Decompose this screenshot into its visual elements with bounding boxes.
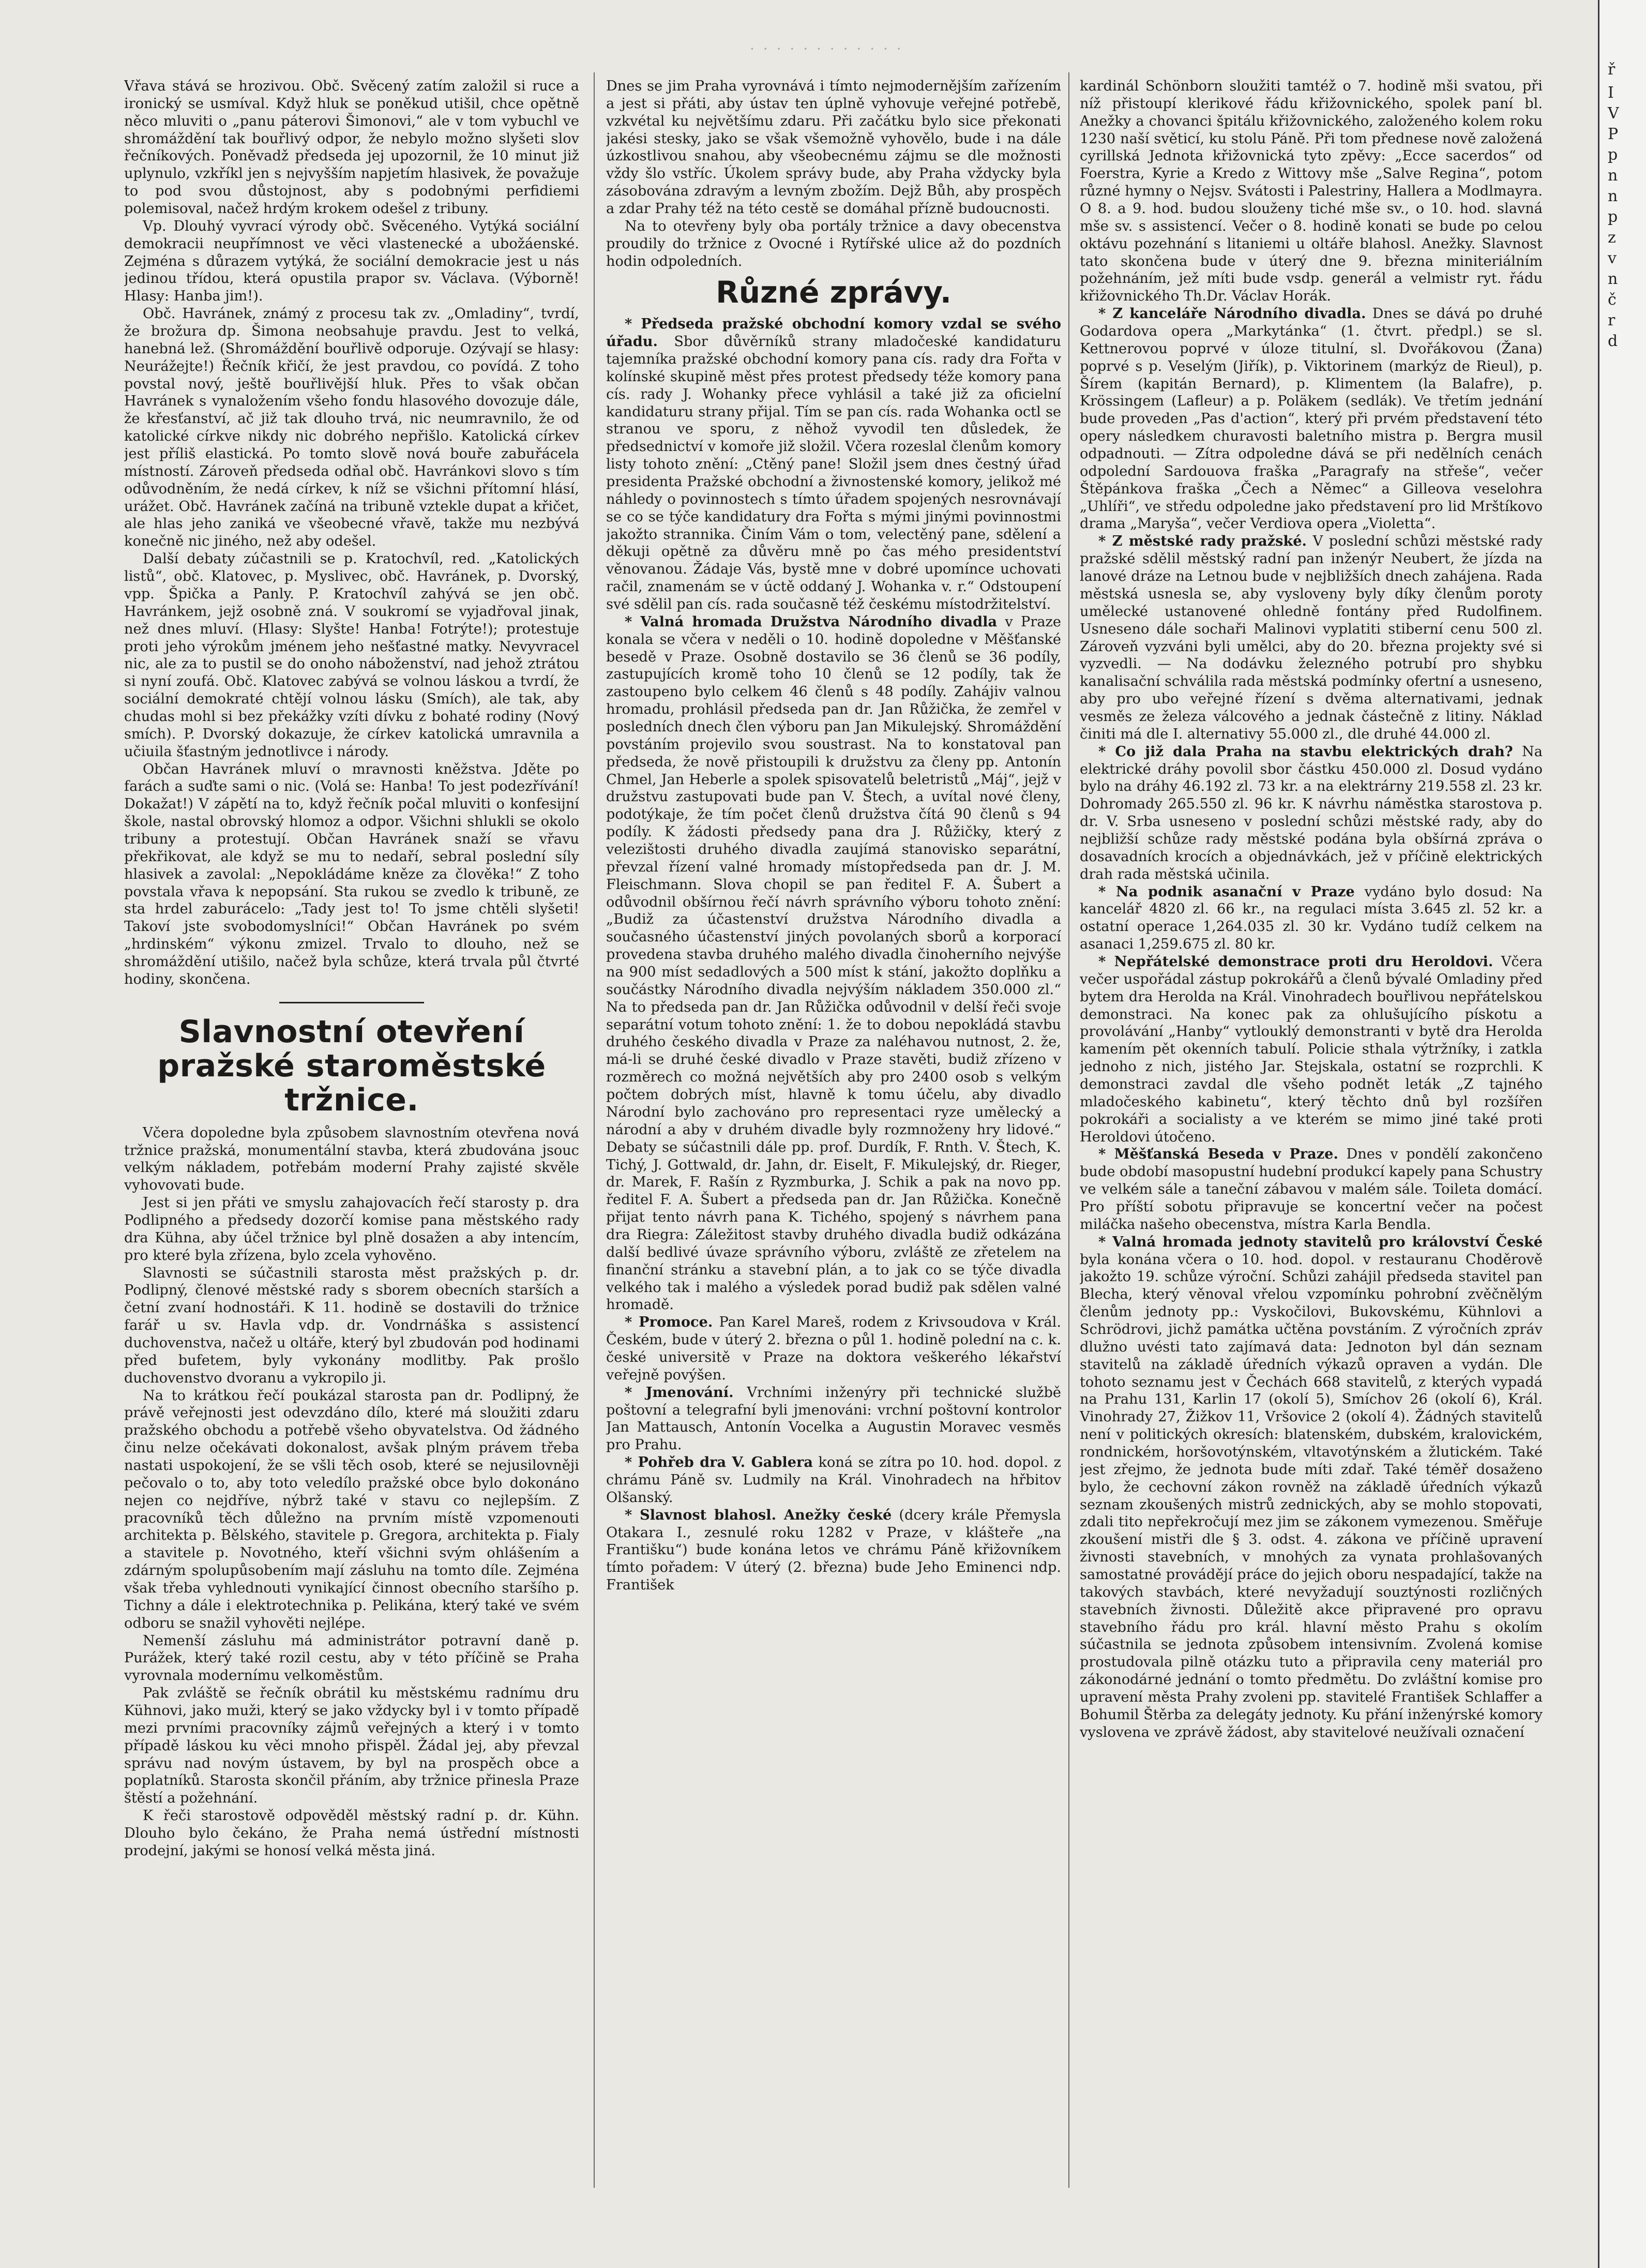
news-item-title: * Nepřátelské demonstrace proti dru Heroldovi. xyxy=(1098,953,1493,970)
article-headline: Slavnostní otevření pražské staroměstské tržnice. xyxy=(157,1013,546,1118)
news-item-title: * Slavnost blahosl. Anežky české xyxy=(625,1506,892,1523)
news-item xyxy=(606,316,1061,613)
news-item-text: Na elektrické dráhy povolil sbor částku 450.000 zl. Dosud vydáno bylo na dráhy 46.192 zl. 73 kr. a na elektrárny 219.558 zl. 23 kr. Dohromady 265.550 zl. 96 kr. K návrhu náměstka starostova p. dr. V. Srba usneseno v poslední schůzi městské rady, aby do nejbližší schůze rady městské podána byla obšírná zpráva o dosavadních krocích a objednávkách, jež v příčině elektrických drah rada městská učinila. xyxy=(1080,743,1543,882)
news-item-text: Sbor důvěrníků strany mladočeské kandidaturu tajemníka pražské obchodní komory pana cís. rady dra Fořta v kolínské skupině měst přes protest předsedy téže komory pana cís. rady J. Wohanky přece vyhlásil a také již za oficielní kandidaturu strany přijal. Tím se pan cís. rada Wohanka octl se stranou ve sporu, z něhož vyvodil ten důsledek, že předsednictví v komoře již složil. Včera rozeslal členům komory listy tohoto znění: „Ctěný pane! Složil jsem dnes čestný úřad presidenta Pražské obchodní a živnostenské komory, jelikož mé náhledy o povinnostech s tímto úřadem spojených nesrovnávají se co se týče kandidatury dra Fořta s mými jinými povinnostmi jakožto strannika. Činím Vám o tom, velectěný pane, sdělení a děkuji opětně za důvěru mně po čas mého presidentství věnovanou. Žádaje Vás, bystě mne v dobré upomínce uchovati račil, znamenám se v úctě oddaný J. Wohanka v. r.“ Odstoupení své sdělil pan cís. rada současně též českému místodržitelství. xyxy=(606,334,1061,612)
paragraph: Nemenší zásluhu má administrátor potravní daně p. Purážek, který také rozil cestu, aby v této příčině se Praha vyrovnala modernímu velkoměstům. xyxy=(124,1632,579,1684)
news-item-text: Dnes se dává po druhé Godardova opera „Markytánka“ (1. čtvrt. předpl.) se sl. Kettnerovou poprvé v úloze titulní, sl. Dvořákovou (Žana) poprvé s p. Veselým (Jiřík), p. Viktorinem (markýz de Rieul), p. Šírem (kapitán Bernard), p. Klimentem (la Balafre), p. Krössingem (Lafleur) a p. Poläkem (sedlák). Ve třetím jednání bude proveden „Pas d'action“, který při prvém představení této opery následkem churavosti baletního mistra p. Bergra musil odpadnouti. — Zítra odpoledne dává se při nedělních cenách odpolední Sardouova fraška „Paragrafy na střeše“, večer Štěpánkova fraška „Čech a Němec“ a Gilleova veselohra „Uhlíři“, ve středu odpoledne jako představení pro lid Mrštíkovo drama „Maryša“, večer Verdiova opera „Violetta“. xyxy=(1080,306,1543,532)
paragraph: K řeči starostově odpověděl městský radní p. dr. Kühn. Dlouho bylo čekáno, že Praha nemá ústřední místnosti prodejní, jakými se honosí velká města jiná. xyxy=(124,1808,579,1859)
edge-character: r xyxy=(1608,311,1615,329)
news-item-title: * Promoce. xyxy=(625,1314,713,1331)
paragraph: Obč. Havránek, známý z procesu tak zv. „Omladiny“, tvrdí, že brožura dp. Šimona neobsahuje pravdu. Jest to velká, hanebná lež. (Shromáždění bouřlivě odporuje. Ozývají se hlasy: Neurážejte!) Řečník křičí, že jest pravdou, co povídá. Z toho povstal nový, ještě bouřlivější hluk. Přes to však občan Havránek s vynaložením všeho fondu hlasového dovozuje dále, že křesťanství, ač již tak dlouho trvá, nic neumravnilo, že od katolické církve nikdy nic dobrého nepřišlo. Katolická církev jest příliš elastická. Po tomto slově nová bouře zabuřácela místností. Zároveň předseda odňal obč. Havránkovi slovo s tím odůvodněním, že nedá církev, k níž se všichni přítomní hlásí, urážet. Obč. Havránek začíná na tribuně vztekle dupat a křičet, ale hlas jeho zaniká ve všeobecné vřavě, takže mu nezbývá konečně nic jiného, než aby odešel. xyxy=(124,306,579,550)
news-item xyxy=(1080,883,1543,953)
edge-character: I xyxy=(1608,84,1614,102)
news-item xyxy=(1080,953,1543,1146)
separator-rule xyxy=(279,1002,424,1003)
news-item-title: * Předseda pražské obchodní komory vzdal se svého úřadu. xyxy=(606,316,1061,350)
news-item-title: * Měšťanská Beseda v Praze. xyxy=(1098,1146,1338,1163)
paragraph: kardinál Schönborn sloužiti tamtéž o 7. hodině mši svatou, při níž přistoupí klerikové řádu křižovnického, spolek paní bl. Anežky a chovanci špitálu křižovnického, založeného kolem roku 1230 naší světicí, ku stolu Páně. Při tom přednese nově založená cyrillská Jednota křižovnická tyto zpěvy: „Ecce sacerdos“ od Foerstra, Kyrie a Kredo z Wittovy mše „Salve Regina“, potom různé hymny o Nejsv. Svátosti i Palestriny, Hallera a Modlmayra. O 8. a 9. hod. budou slouženy tiché mše sv., o 10. hod. slavná mše sv. s assistencí. Večer o 8. hodině konati se bude po celou oktávu pozehnání s litaniemi u oltáře blahosl. Anežky. Slavnost tato skončena bude v úterý dne 9. března miniteriálním požehnáním, jež míti bude vsdp. generál a velmistr ryt. řádu křižovnického Th.Dr. Václav Horák. xyxy=(1080,78,1543,305)
edge-character: n xyxy=(1608,167,1618,185)
paragraph: Pak zvláště se řečník obrátil ku městskému radnímu dru Kühnovi, jako muži, který se jako vždycky byl i v tomto případě mezi prvními pracovníky zájmů veřejných a který i v tomto případě láskou ku věci mnoho přispěl. Žádal jej, aby převzal správu nad novým ústavem, by byl na prospěch obce a poplatníků. Starosta skončil přáním, aby tržnice přinesla Praze štěstí a požehnání. xyxy=(124,1685,579,1807)
news-item xyxy=(1080,533,1543,743)
news-item xyxy=(1080,1234,1543,1741)
edge-character: p xyxy=(1608,208,1618,226)
news-item xyxy=(606,1507,1061,1594)
news-item xyxy=(1080,1146,1543,1233)
paragraph: Občan Havránek mluví o mravnosti kněžstva. Jděte po farách a suďte sami o nic. (Volá se: Hanba! To jest podezřívání! Dokažat!) V zápětí na to, když řečník počal mluviti o konfesijní škole, nastal obrovský hlomoz a odpor. Všichni shlukli se okolo tribuny a protestují. Občan Havránek snaží se vřavu překřikovat, ale když se mu to nedaří, sebral poslední síly hlasivek a zavolal: „Nepokládáme kněze za člověka!“ Z toho povstala vřava k nepopsání. Sta rukou se zvedlo k tribuně, ze sta hrdel zaburácelo: „Tady jest to! To jsme chtěli slyšeti! Takoví jste svobodomyslníci!“ Občan Havránek po svém „hrdinském“ výkonu zmizel. Trvalo to dlouho, než se shromáždění utišilo, načež byla schůze, která trvala půl čtvrté hodiny, skončena. xyxy=(124,761,579,987)
edge-character: d xyxy=(1608,332,1618,350)
news-item-text: Vrchními inženýry při technické službě poštovní a telegrafní byli jmenováni: vrchní poštovní kontrolor Jan Mattausch, Antonín Vocelka a Augustin Moravec vesměs pro Prahu. xyxy=(606,1384,1061,1453)
news-item xyxy=(606,1454,1061,1507)
news-item-title: * Na podnik asanační v Praze xyxy=(1098,883,1355,900)
paragraph: Vřava stává se hrozivou. Obč. Svěcený zatím založil si ruce a ironický se usmíval. Když hluk se poněkud utišil, chce opětně něco mluviti o „panu páterovi Šimonovi,“ ale v tom vybuchl ve shromáždění tak bouřlivý odpor, že nebylo možno slyšeti slov řečníkových. Poněvadž předseda jej upozornil, že 10 minut již uplynulo, vzkříkl jen s nejvyšším napjetím hlasivek, že považuje to pod svou důstojnost, aby s podobnými perfidiemi polemisoval, načež hrdým krokem odešel z tribuny. xyxy=(124,78,579,217)
column-rule xyxy=(1068,72,1069,2188)
bleed-through-marks: · · · · · · · · · · · · xyxy=(750,40,903,57)
column-1 xyxy=(124,78,579,2188)
paragraph: Jest si jen přáti ve smyslu zahajovacích řečí starosty p. dra Podlipného a předsedy dozorčí komise pana městského rady dra Kühna, aby účel tržnice byl plně dosažen a aby intencím, pro které byla zřízena, bylo zcela vyhověno. xyxy=(124,1195,579,1264)
news-item-title: * Z městské rady pražské. xyxy=(1098,533,1307,550)
news-item-text: V poslední schůzi městské rady pražské sdělil městský radní pan inženýr Neubert, že jízda na lanové dráze na Letnou bude v nejbližších dnech zahájena. Rada městská usnesla se, aby vysloveny byly díky členům poroty umělecké ustanovené ohledně fontány před Rudolfinem. Usneseno dále sochaři Malinovi vyplatiti stiberní cenu 500 zl. Zároveň vyzváni byli umělci, aby do 20. března projekty své si vyzvedli. — Na dodávku železného potrubí pro shybku kanalisační schválila rada městská podmínky ofertní a usneseno, aby pro ubo veřejné řízení s dvěma alternativami, jednak vesměs ze železa válcového a jednak částečně z litiny. Náklad činiti má dle I. alternativy 55.000 zl., dle druhé 44.000 zl. xyxy=(1080,533,1543,742)
news-item-title: * Jmenování. xyxy=(625,1384,734,1401)
news-item-text: byla konána včera o 10. hod. dopol. v restauranu Choděrově jakožto 19. schůze výroční. Schůzi zahájil předseda stavitel pan Blecha, který věnoval vřelou vzpomínku pohrobní zvěčnělým členům jednoty pp.: Vyskočilovi, Bukovskému, Kühnlovi a Schrödrovi, jichž památka učtěna povstáním. Z výročních zpráv dlužno uvésti tato zajímavá data: Jednoton byl dán seznam stavitelů na základě úředních výkazů opraven a vydán. Dle tohoto seznamu jest v Čechách 668 stavitelů, z kterých vypadá na Prahu 131, Karlin 17 (okolí 5), Smíchov 26 (okolí 6), Král. Vinohrady 27, Žižkov 11, Vršovice 2 (okolí 4). Žádných stavitelů není v politických okresích: blatenském, dubském, kralovickém, rondnickém, horšovotýnském, vltavotýnském a žlutickém. Také jest zřejmo, že jednota bude míti zdař. Také téměř dosaženo bylo, že cechovní zákon rovněž na základě úředních výkazů seznam zkoušených mistrů zednických, aby se mohlo stopovati, zdali tito nepřekročují mez jim se zákonem vymezenou. Směřuje zkoušení mistři dle § 3. odst. 4. zákona ve příčině upravení živnosti stavebních, v mnohých za vynata prohlašovaných samostatné provádějí práce do jejich oboru nespadající, takže na takových stavbách, které nevyžadují souztýnosti rozličných stavebních živnosti. Důležitě akce připravené pro opravu stavebního řádu pro král. hlavní město Prahu s okolím súčastnila se jednota způsobem intensivním. Zvolená komise prostudovala pilně otázku tuto a připravila ceny materiál pro zákonodárné jednání o tomto předmětu. Do zvláštní komise pro upravení města Prahy zvoleni pp. stavitelé František Schlaffer a Bohumil Štěrba za delegáty jednoty. Ku přání inženýrské komory vyslovena ve zprávě žádost, aby stavitelové neužívali označení xyxy=(1080,1251,1543,1740)
edge-character: P xyxy=(1608,125,1619,143)
edge-character: V xyxy=(1608,104,1619,123)
news-item xyxy=(606,1314,1061,1384)
edge-character: n xyxy=(1608,187,1618,205)
news-item-title: * Valná hromada Družstva Národního divadla xyxy=(625,613,998,630)
edge-character: p xyxy=(1608,146,1618,164)
edge-character: v xyxy=(1608,249,1617,267)
news-item-title: * Pohřeb dra V. Gablera xyxy=(625,1454,813,1471)
adjacent-page-edge xyxy=(1598,0,1646,2268)
news-item xyxy=(606,1384,1061,1454)
paragraph: Další debaty zúčastnili se p. Kratochvíl, red. „Katolických listů“, obč. Klatovec, p. Myslivec, obč. Havránek, p. Dvorský, vpp. Špička a Panly. P. Kratochvíl zahývá se jen obč. Havránkem, jejž osobně zná. V soukromí se vyjadřoval jinak, než dnes mluví. (Hlasy: Slyšte! Hanba! Fotrýte!); protestuje proti jeho výrokům jménem jeho nešťastné matky. Nevyvracel nic, ale za to pustil se do onoho náboženství, nad jehož ztrátou si nyní zoufá. Obč. Klatovec zabývá se volnou láskou a tvrdí, že sociální demokraté chtějí volnou lásku (Smích), ale tak, aby chudas mohl si bez překážky vzíti dívku z bohaté rodiny (Nový smích). P. Dvorský dokazuje, že církev katolická umravnila a učiuila šťastným jednotlivce i národy. xyxy=(124,551,579,760)
paragraph: Vp. Dlouhý vyvrací výrody obč. Svěceného. Vytýká sociální demokracii neupřímnost ve věci vlastenecké a ubožáenské. Zejména s důrazem vytýká, že sociální demokracie jest u nás jedinou třídou, která opustila prapor sv. Václava. (Výborně! Hlasy: Hanba jim!). xyxy=(124,218,579,305)
news-item xyxy=(1080,305,1543,533)
edge-character: ř xyxy=(1608,61,1615,79)
news-item-text: vydáno bylo dosud: Na kancelář 4820 zl. 66 kr., na regulaci místa 3.645 zl. 52 kr. a ostatní operace 1,264.035 zl. 30 kr. Vydáno tudíž celkem na asanaci 1,259.675 zl. 80 kr. xyxy=(1080,883,1543,953)
edge-character: n xyxy=(1608,270,1618,288)
column-3 xyxy=(1080,78,1543,2188)
news-item-title: * Z kanceláře Národního divadla. xyxy=(1098,305,1366,322)
news-item-text: v Praze konala se včera v neděli o 10. hodině dopoledne v Měšťanské besedě v Praze. Osobně dostavilo se 36 členů se 36 podíly, zastupujících kromě toho 10 členů se 12 podíly, tak že zastoupeno bylo celkem 46 členů s 48 podíly. Zahájiv valnou hromadu, prohlásil předseda pan dr. Jan Růžička, že zemřel v posledních dnech člen výboru pan Jan Mikulejský. Shromáždění povstáním projevilo svou soustrast. Na to konstatoval pan předseda, že nově přistoupili k družstvu za členy pp. Antonín Chmel, Jan Heberle a spolek spisovatelů beletristů „Máj“, jejž v družstvu zastupovati bude pan V. Štech, a uvítal nové členy, podotýkaje, že tím počet členů družstva čítá 90 členů s 94 podíly. K žádosti předsedy pana dra J. Růžičky, který z velezištosti druhého divadla zaujímá stanovisko separátní, převzal řízení valné hromady místopředseda pan dr. J. M. Fleischmann. Slova chopil se pan ředitel F. A. Šubert a odůvodnil obšírnou řečí návrh správního výboru tohoto znění: „Budiž za účastenství družstva Národního divadla a současného účastenství jiných povolaných sborů a korporací provedena stavba druhého malého divadla činoherního nejvýše na 900 míst sedadlových a 500 míst k stání, jakožto doplňku a součástky Národního divadla nejvýším nákladem 350.000 zl.“ Na to předseda pan dr. Jan Růžička odůvodnil v delší řeči svoje separátní votum tohoto znění: 1. že to dobou nepokládá stavbu druhého českého divadla v Praze za naléhavou nutnost, 2. že, má-li se druhé české divadlo v Praze stavěti, budiž zřízeno v rozměrech co možná největších aby pro 2400 osob s velkým počtem dobrých míst, hlavně k tomu účelu, aby divadlo Národní bylo zachováno pro representaci ryze umělecký a národní a aby v druhém divadle byly rozmnoženy hry lidové.“ Debaty se súčastnili dále pp. prof. Durdík, F. Rnth. V. Štech, K. Tichý, J. Gottwald, dr. Jahn, dr. Eiselt, F. Mikulejský, dr. Rieger, dr. Marek, F. Rašín z Ryzmburka, J. Schik a pak na novo pp. ředitel F. A. Šubert a předseda pan dr. Jan Růžička. Konečně přijat tento návrh pana K. Tichého, spojený s návrhem pana dra Riegra: Záležitost stavby druhého divadla budiž odkázána další bedlivé úvaze správního výboru, zvláště ze zřetelem na finanční stránku a stavební plán, a to jak co se týče divadla velkého tak i malého a výsledek porad budiž pak sdělen valné hromadě. xyxy=(606,613,1061,1313)
news-item-text: Pan Karel Mareš, rodem z Krivsoudova v Král. Českém, bude v úterý 2. března o půl 1. hodině polední na c. k. české universitě v Praze na doktora veškerého lékařství veřejně povýšen. xyxy=(606,1314,1061,1383)
column-2 xyxy=(606,78,1061,2188)
section-heading: Různé zprávy. xyxy=(716,275,952,310)
news-item-title: * Valná hromada jednoty stavitelů pro království České xyxy=(1098,1233,1543,1250)
edge-character: č xyxy=(1608,291,1617,309)
news-item-text: Včera večer uspořádal zástup pokrokářů a členů bývalé Omladiny před bytem dra Herolda na Král. Vinohradech bouřlivou nepřátelskou demonstraci. Na konec pak za ohlušujícího pískotu a provolávání „Hanby“ vytlouklý demonstranti v bytě dra Herolda kamením pět okenních tabulí. Policie sthala výtržníky, i zatkla jednoho z nich, jistého Jar. Stejskala, ostatní se rozprchli. K demonstraci zavdal dle všeho podnět leták „Z tajného mladočeského kabinetu“, který těchto dnů byl rozšířen pokrokáři a socialisty a ve kterém se mimo jiné také proti Heroldovi útočeno. xyxy=(1080,953,1543,1145)
news-item-text: (dcery krále Přemysla Otakara I., zesnulé roku 1282 v Praze, v klášteře „na Františku“) bude konána letos ve chrámu Páně křižovníkem tímto pořadem: V úterý (2. března) bude Jeho Eminenci ndp. František xyxy=(606,1507,1061,1594)
paragraph: Na to otevřeny byly oba portály tržnice a davy obecenstva proudily do tržnice z Ovocné i Rytířské ulice až do pozdních hodin odpoledních. xyxy=(606,218,1061,269)
column-rule xyxy=(594,72,595,2188)
news-item-title: * Co již dala Praha na stavbu elektrických drah? xyxy=(1098,743,1513,760)
news-item-text: koná se zítra po 10. hod. dopol. z chrámu Páně sv. Ludmily na Král. Vinohradech na hřbitov Olšanský. xyxy=(606,1454,1061,1506)
news-item-text: Dnes v pondělí zakončeno bude období masopustní hudební produkcí kapely pana Schustry ve velkém sále a taneční zábavou v malém sále. Toileta domácí. Pro příští sobotu připravuje se koncertní večer na počest miláčka našeho obecenstva, místra Karla Bendla. xyxy=(1080,1146,1543,1233)
paragraph: Na to krátkou řečí poukázal starosta pan dr. Podlipný, že právě veřejnosti jest odevzdáno dílo, které má sloužiti zdaru pražského obchodu a potřebě všeho obyvatelstva. Od žádného činu nelze očekávati dokonalost, avšak plným právem třeba nastati uspokojení, že se všli těch osob, které se nejusilovněji pečovalo o to, aby toto veledílo pražské obce bylo dokonáno nejen co nejdříve, nýbrž také v stavu co nejlepším. Z pracovníků těch důležno na prvním místě vzpomenouti architekta p. Bělského, stavitele p. Gregora, architekta p. Fialy a stavitele p. Novotného, kteří všichni svým ohlášením a zdárným spolupůsobením mají zásluhu na tomto díle. Zejména však třeba vyhlednouti vynikající činnost obecního staršího p. Tichny a dále i elektrotechnika p. Pelikána, který také ve svém odboru se snažil vyhověti nejlépe. xyxy=(124,1387,579,1631)
news-item xyxy=(1080,743,1543,883)
edge-character: z xyxy=(1608,229,1616,247)
paragraph: Slavnosti se súčastnili starosta měst pražských p. dr. Podlipný, členové městské rady s sborem obecních starších a četní zvaní hodnostáři. K 11. hodině se dostavili do tržnice farář u sv. Havla vdp. dr. Vondrnáška s assistencí duchovenstva, načež u oltáře, který byl zbudován pod hodinami před bufetem, byly vykonány modlitby. Pak prošlo duchovenstvo dvoranu a vykropilo ji. xyxy=(124,1265,579,1386)
news-item xyxy=(606,613,1061,1314)
paragraph: Včera dopoledne byla způsobem slavnostním otevřena nová tržnice pražská, monumentální stavba, která zbudována jsouc velkým nákladem, potřebám moderní Prahy zajisté skvěle vyhovovati bude. xyxy=(124,1124,579,1194)
paragraph: Dnes se jim Praha vyrovnává i tímto nejmodernějším zařízením a jest si přáti, aby ústav ten úplně vyhovuje veřejné potřebě, vzkvétal ku největšímu zdaru. Při začátku bylo sice překonati jakési stesky, jako se však všemožně vyhovělo, bude i na dále úzkostlivou snahou, aby všeobecnému zájmu se dle možnosti vždy šlo vstříc. Úkolem správy bude, aby Praha vždycky byla zásobována zdravým a levným zbožím. Dejž Bůh, aby prospěch a zdar Prahy též na této cestě se domáhal přízně budoucnosti. xyxy=(606,78,1061,217)
